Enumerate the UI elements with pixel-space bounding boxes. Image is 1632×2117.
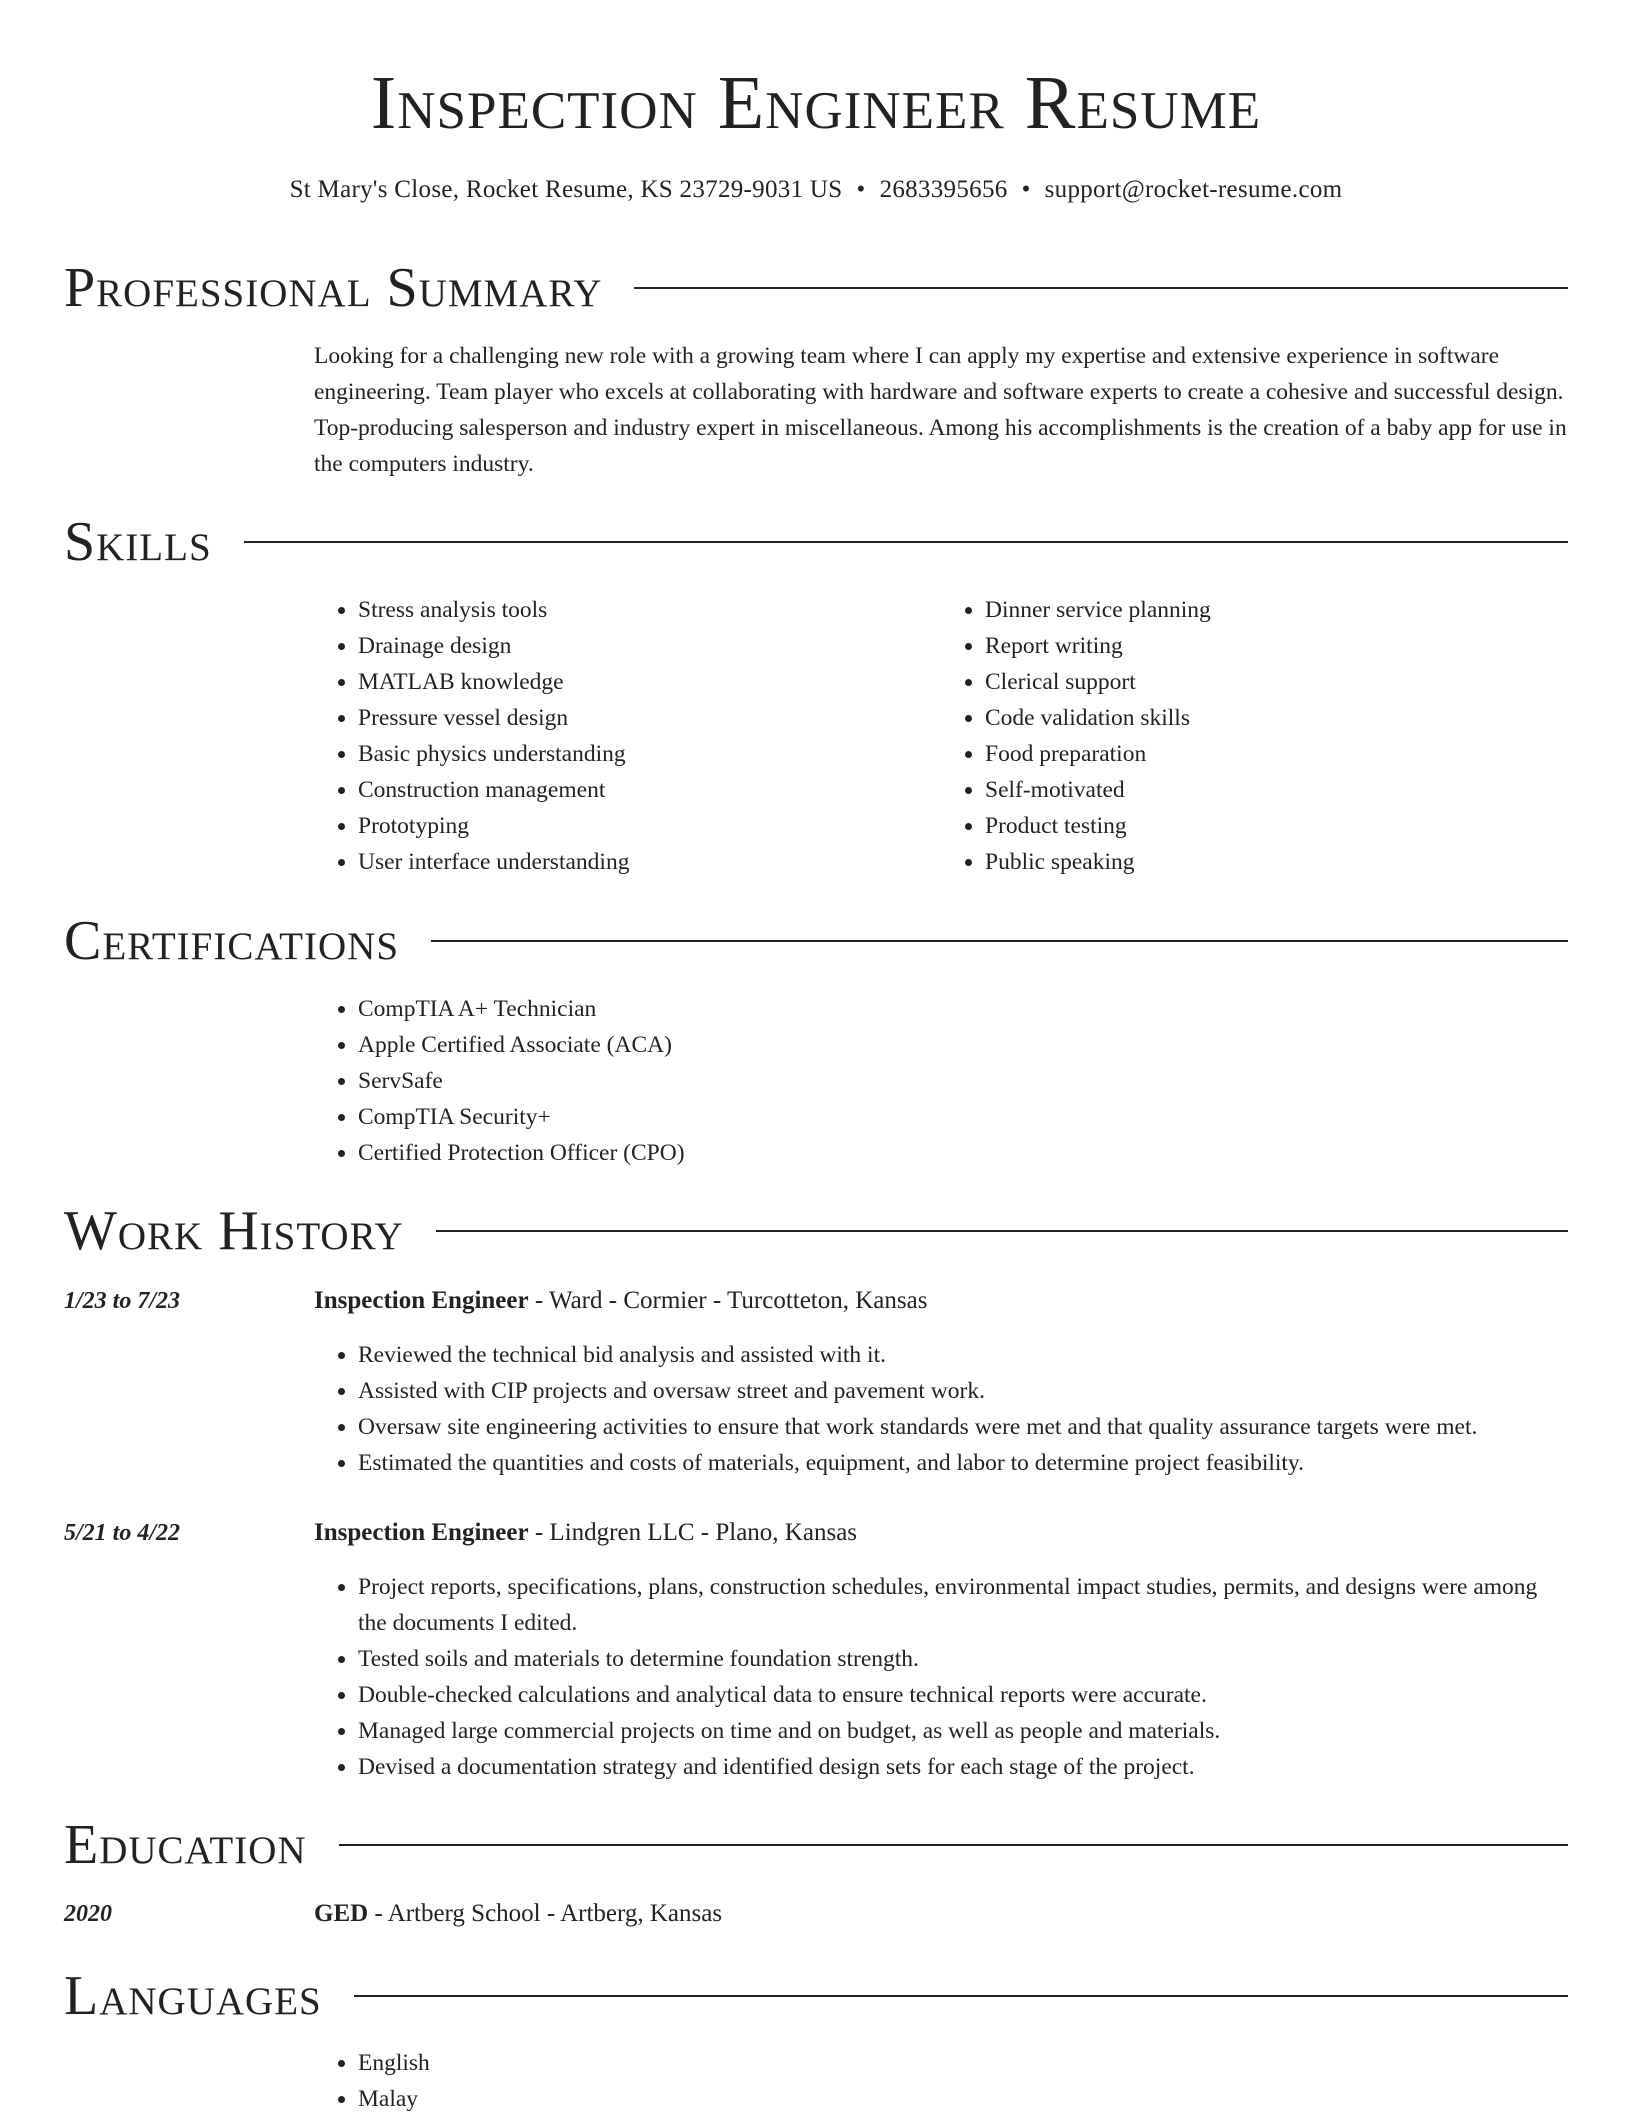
section-rule: [431, 940, 1568, 942]
section-title: Skills: [64, 511, 212, 573]
certification-item: • CompTIA A+ Technician: [358, 991, 1568, 1027]
certification-item: • ServSafe: [358, 1063, 1568, 1099]
job-bullet: • Estimated the quantities and costs of materials, equipment, and labor to determine project feasibility.: [358, 1445, 1568, 1481]
job-role: Inspection Engineer: [314, 1519, 529, 1546]
skill-item: • Prototyping: [358, 808, 941, 844]
resume-title: Inspection Engineer Resume: [370, 61, 1262, 145]
section-header-work-history: [64, 1196, 1568, 1266]
job-bullets: [314, 1569, 1568, 1785]
skill-item: • Product testing: [985, 808, 1568, 844]
job-details: - Ward - Cormier - Turcotteton, Kansas: [528, 1287, 928, 1314]
separator: •: [856, 176, 866, 203]
summary-block: [314, 338, 1568, 482]
section-title: Work History: [64, 1200, 404, 1262]
section-rule: [354, 1995, 1568, 1997]
section-title: Certifications: [64, 910, 400, 972]
job-bullet: • Project reports, specifications, plans, construction schedules, environmental impact studies, permits, and designs were among the documents I edited.: [358, 1569, 1568, 1641]
skill-item: • Construction management: [358, 772, 941, 808]
job-bullet: • Assisted with CIP projects and oversaw street and pavement work.: [358, 1373, 1568, 1409]
separator: •: [1021, 176, 1031, 203]
education-year: 2020: [64, 1901, 112, 1927]
education-details: - Artberg School - Artberg, Kansas: [368, 1900, 723, 1927]
education-entry: [314, 1896, 1568, 1932]
certifications-block: [314, 991, 1568, 1171]
job-entry: [314, 1283, 1568, 1481]
job-bullet: • Tested soils and materials to determine foundation strength.: [358, 1641, 1568, 1677]
job-details: - Lindgren LLC - Plano, Kansas: [528, 1519, 858, 1546]
skill-item: • Food preparation: [985, 736, 1568, 772]
job-dates: 5/21 to 4/22: [64, 1520, 181, 1546]
skill-item: • Public speaking: [985, 844, 1568, 880]
skill-item: • MATLAB knowledge: [358, 664, 941, 700]
section-rule: [436, 1230, 1568, 1232]
section-header-education: [64, 1810, 1568, 1880]
languages-list: [314, 2045, 1568, 2117]
certification-item: • Apple Certified Associate (ACA): [358, 1027, 1568, 1063]
certification-item: • Certified Protection Officer (CPO): [358, 1135, 1568, 1171]
email: support@rocket-resume.com: [1044, 176, 1343, 203]
skill-item: • Dinner service planning: [985, 592, 1568, 628]
skill-item: • Drainage design: [358, 628, 941, 664]
job-bullet: • Reviewed the technical bid analysis and assisted with it.: [358, 1337, 1568, 1373]
skill-item: • Clerical support: [985, 664, 1568, 700]
section-header-summary: [64, 253, 1568, 323]
section-title: Languages: [64, 1965, 322, 2027]
job-bullet: • Devised a documentation strategy and identified design sets for each stage of the project.: [358, 1749, 1568, 1785]
language-item: • English: [358, 2045, 1568, 2081]
job-role: Inspection Engineer: [314, 1287, 529, 1314]
job-dates: 1/23 to 7/23: [64, 1288, 181, 1314]
section-rule: [634, 287, 1568, 289]
skill-item: • Stress analysis tools: [358, 592, 941, 628]
skill-item: • Report writing: [985, 628, 1568, 664]
job-header: [314, 1283, 1568, 1319]
skill-item: • Pressure vessel design: [358, 700, 941, 736]
skill-item: • Code validation skills: [985, 700, 1568, 736]
job-bullet: • Oversaw site engineering activities to ensure that work standards were met and that quality assurance targets were met.: [358, 1409, 1568, 1445]
languages-block: [314, 2045, 1568, 2117]
job-bullets: [314, 1337, 1568, 1481]
section-header-languages: [64, 1961, 1568, 2031]
contact-line: [0, 172, 1632, 208]
section-title: Professional Summary: [64, 257, 603, 319]
skills-list-left: [314, 592, 941, 880]
skills-list-right: [941, 592, 1568, 880]
section-title: Education: [64, 1814, 307, 1876]
skill-item: • Basic physics understanding: [358, 736, 941, 772]
skill-item: • Self-motivated: [985, 772, 1568, 808]
job-bullet: • Double-checked calculations and analytical data to ensure technical reports were accurate.: [358, 1677, 1568, 1713]
language-item: • Malay: [358, 2081, 1568, 2117]
certifications-list: [314, 991, 1568, 1171]
job-bullet: • Managed large commercial projects on time and on budget, as well as people and materials.: [358, 1713, 1568, 1749]
skill-item: • User interface understanding: [358, 844, 941, 880]
section-rule: [244, 541, 1568, 543]
section-rule: [339, 1844, 1568, 1846]
summary-text: Looking for a challenging new role with a growing team where I can apply my expertise and extensive experience in software engineering. Team player who excels at collaborating with hardware and software experts to create a cohesive and successful design. Top-producing salesperson and industry expert in miscellaneous. Among his accomplishments is the creation of a baby app for use in the computers industry.: [314, 343, 1567, 477]
job-entry: [314, 1515, 1568, 1785]
certification-item: • CompTIA Security+: [358, 1099, 1568, 1135]
phone: 2683395656: [879, 176, 1008, 203]
job-header: [314, 1515, 1568, 1551]
section-header-certifications: [64, 906, 1568, 976]
section-header-skills: [64, 507, 1568, 577]
education-header: [314, 1896, 1568, 1932]
education-degree: GED: [314, 1900, 369, 1927]
address: St Mary's Close, Rocket Resume, KS 23729-9031 US: [289, 176, 843, 203]
skills-block: [314, 592, 1568, 880]
